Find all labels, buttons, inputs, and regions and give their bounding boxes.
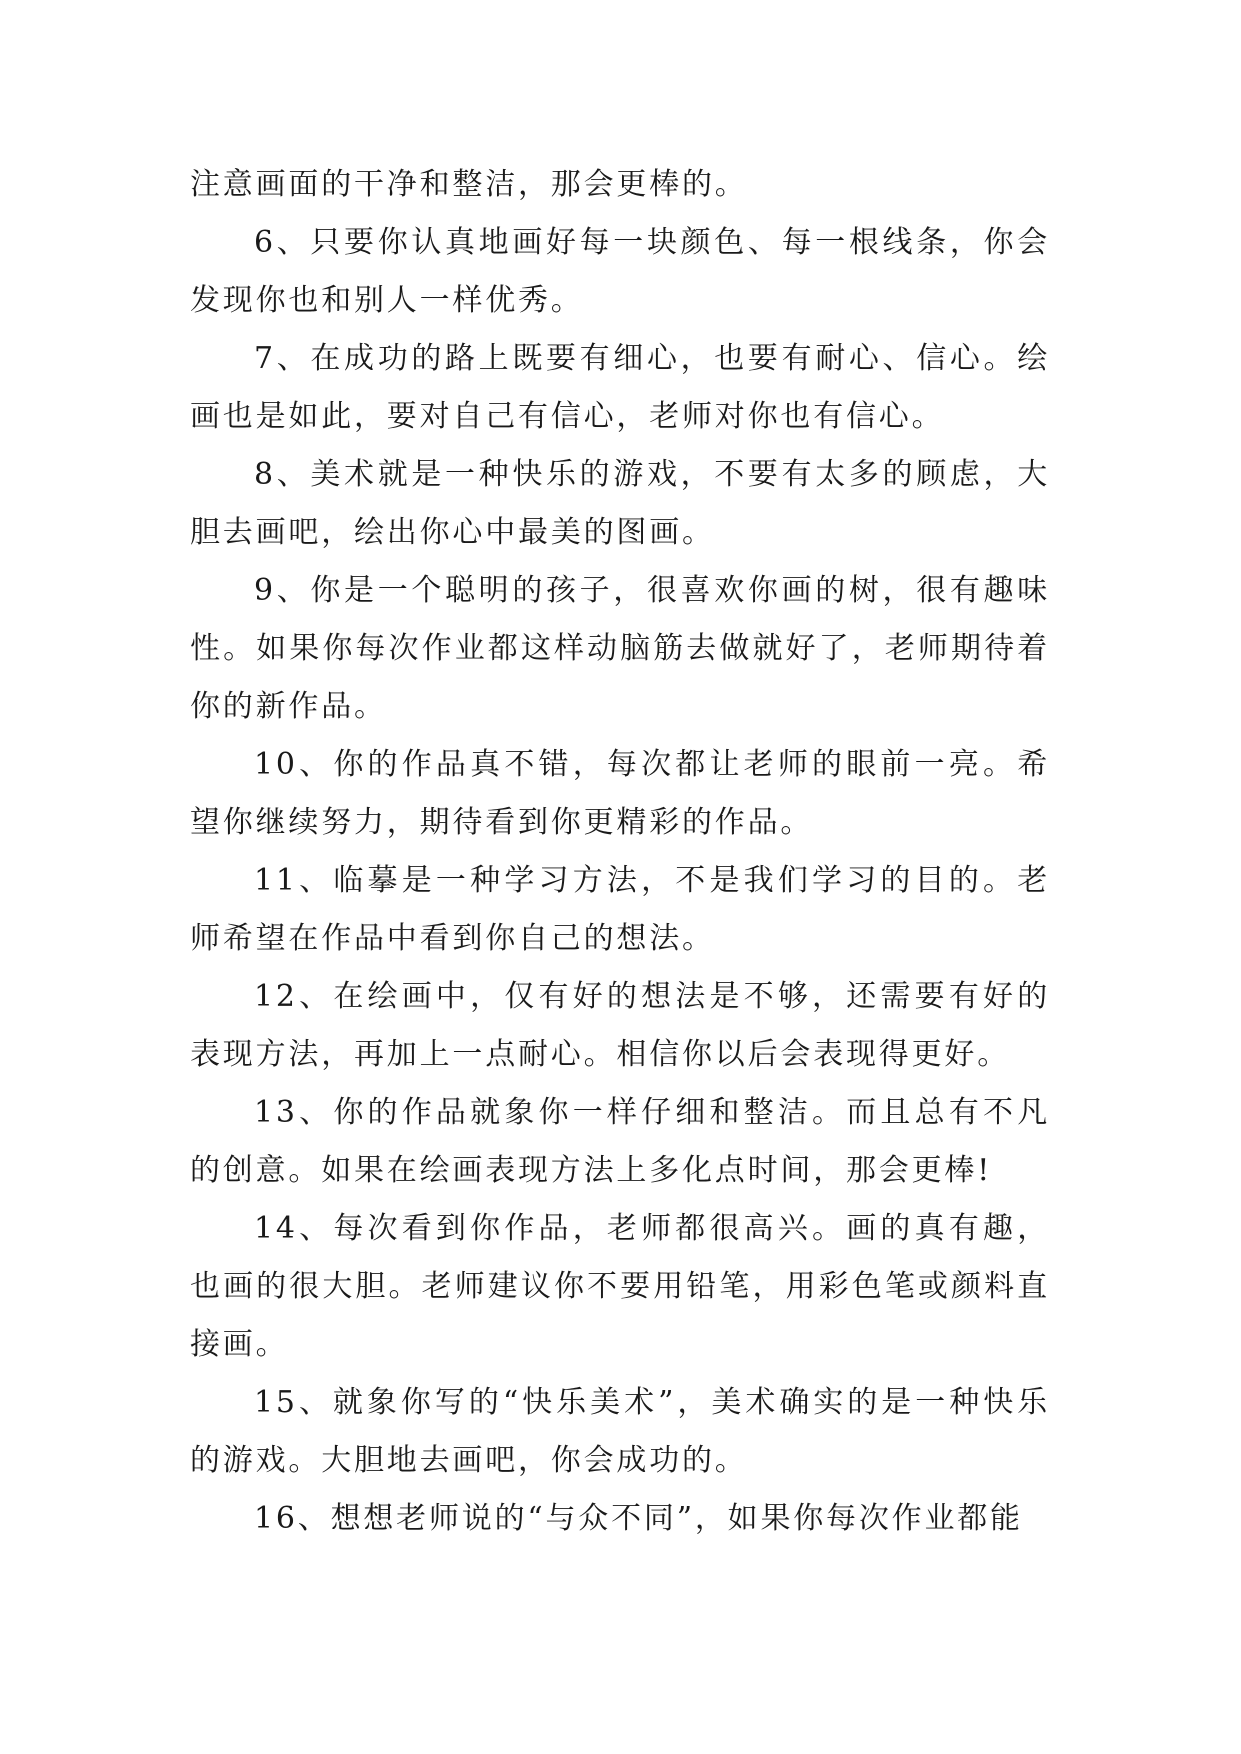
document-body — [190, 156, 1050, 1548]
paragraph-item-9: 9、你是一个聪明的孩子，很喜欢你画的树，很有趣味性。如果你每次作业都这样动脑筋去做就好了，老师期待着你的新作品。 — [190, 573, 1050, 724]
paragraph-item-10: 10、你的作品真不错，每次都让老师的眼前一亮。希望你继续努力，期待看到你更精彩的作品。 — [190, 747, 1050, 840]
paragraph-item-14: 14、每次看到你作品，老师都很高兴。画的真有趣，也画的很大胆。老师建议你不要用铅笔，用彩色笔或颜料直接画。 — [190, 1211, 1050, 1362]
paragraph-item-12: 12、在绘画中，仅有好的想法是不够，还需要有好的表现方法，再加上一点耐心。相信你以后会表现得更好。 — [190, 979, 1050, 1072]
paragraph-continuation: 注意画面的干净和整洁，那会更棒的。 — [190, 167, 748, 202]
paragraph-item-8: 8、美术就是一种快乐的游戏，不要有太多的顾虑，大胆去画吧，绘出你心中最美的图画。 — [190, 457, 1050, 550]
paragraph-item-16: 16、想想老师说的“与众不同”，如果你每次作业都能 — [254, 1501, 1023, 1536]
paragraph-item-11: 11、临摹是一种学习方法，不是我们学习的目的。老师希望在作品中看到你自己的想法。 — [190, 863, 1050, 956]
paragraph-item-7: 7、在成功的路上既要有细心，也要有耐心、信心。绘画也是如此，要对自己有信心，老师对你也有信心。 — [190, 341, 1050, 434]
paragraph-item-15: 15、就象你写的“快乐美术”，美术确实的是一种快乐的游戏。大胆地去画吧，你会成功的。 — [190, 1385, 1050, 1478]
paragraph-item-6: 6、只要你认真地画好每一块颜色、每一根线条，你会发现你也和别人一样优秀。 — [190, 225, 1050, 318]
paragraph-item-13: 13、你的作品就象你一样仔细和整洁。而且总有不凡的创意。如果在绘画表现方法上多化点时间，那会更棒! — [190, 1095, 1050, 1188]
